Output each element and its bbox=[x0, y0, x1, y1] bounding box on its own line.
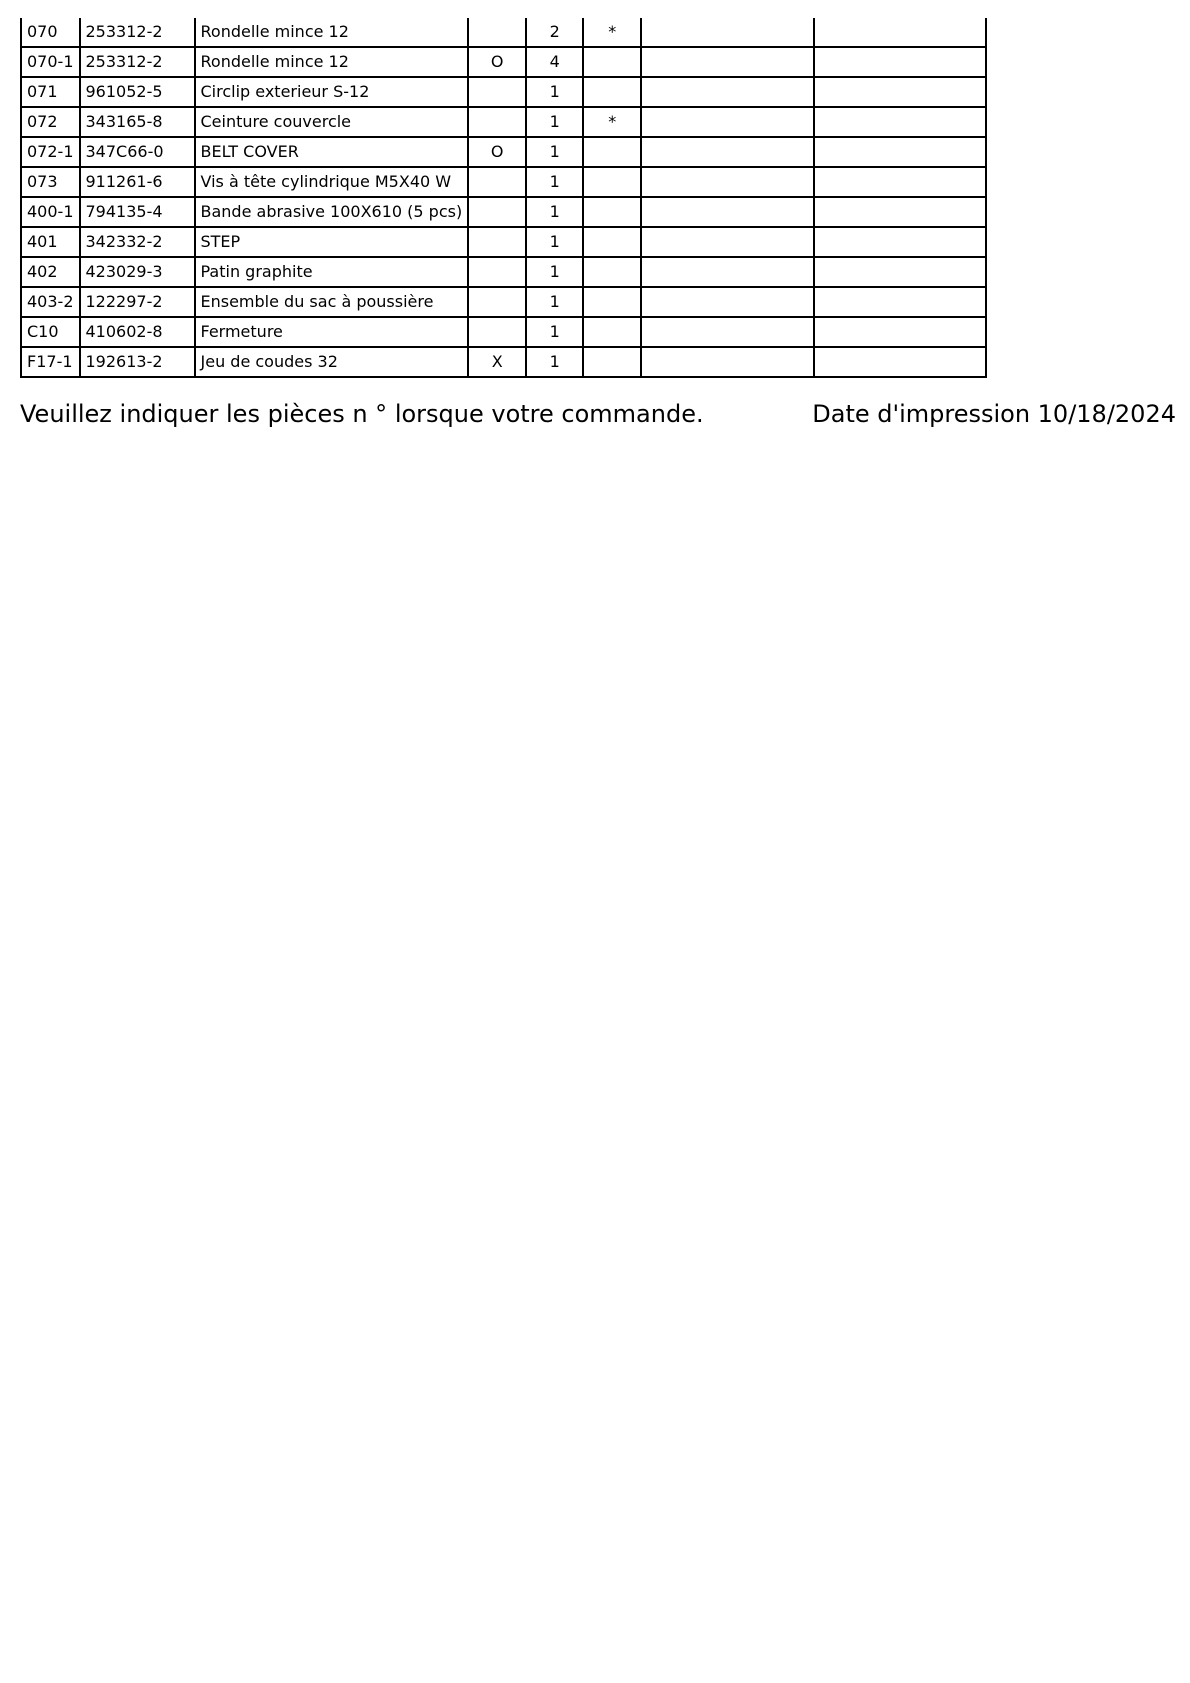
cell-description: Bande abrasive 100X610 (5 pcs) bbox=[195, 197, 469, 227]
cell-part-number: 343165-8 bbox=[80, 107, 195, 137]
cell-item-number: 401 bbox=[21, 227, 80, 257]
cell-item-number: 072-1 bbox=[21, 137, 80, 167]
table-row bbox=[21, 197, 986, 227]
cell-blank-1 bbox=[641, 47, 814, 77]
cell-part-number: 347C66-0 bbox=[80, 137, 195, 167]
cell-note-mark bbox=[583, 77, 641, 107]
cell-blank-2 bbox=[814, 347, 986, 377]
cell-option bbox=[468, 167, 526, 197]
cell-part-number: 253312-2 bbox=[80, 18, 195, 47]
cell-quantity: 4 bbox=[526, 47, 583, 77]
cell-part-number: 122297-2 bbox=[80, 287, 195, 317]
cell-blank-1 bbox=[641, 347, 814, 377]
cell-part-number: 423029-3 bbox=[80, 257, 195, 287]
table-row bbox=[21, 77, 986, 107]
cell-note-mark bbox=[583, 227, 641, 257]
table-row bbox=[21, 47, 986, 77]
cell-note-mark bbox=[583, 47, 641, 77]
cell-item-number: 400-1 bbox=[21, 197, 80, 227]
cell-blank-1 bbox=[641, 18, 814, 47]
cell-description: Fermeture bbox=[195, 317, 469, 347]
cell-description: BELT COVER bbox=[195, 137, 469, 167]
cell-item-number: C10 bbox=[21, 317, 80, 347]
cell-quantity: 1 bbox=[526, 257, 583, 287]
cell-part-number: 342332-2 bbox=[80, 227, 195, 257]
cell-part-number: 410602-8 bbox=[80, 317, 195, 347]
cell-part-number: 192613-2 bbox=[80, 347, 195, 377]
cell-option: O bbox=[468, 47, 526, 77]
cell-blank-2 bbox=[814, 107, 986, 137]
cell-description: Circlip exterieur S-12 bbox=[195, 77, 469, 107]
parts-table bbox=[20, 18, 987, 378]
cell-quantity: 1 bbox=[526, 347, 583, 377]
cell-note-mark bbox=[583, 287, 641, 317]
cell-note-mark bbox=[583, 257, 641, 287]
cell-description: STEP bbox=[195, 227, 469, 257]
order-instruction-note: Veuillez indiquer les pièces n ° lorsque votre commande. bbox=[20, 400, 704, 428]
cell-description: Ceinture couvercle bbox=[195, 107, 469, 137]
table-row bbox=[21, 347, 986, 377]
cell-description: Patin graphite bbox=[195, 257, 469, 287]
cell-blank-1 bbox=[641, 317, 814, 347]
cell-blank-1 bbox=[641, 137, 814, 167]
cell-part-number: 794135-4 bbox=[80, 197, 195, 227]
table-row bbox=[21, 257, 986, 287]
cell-item-number: 403-2 bbox=[21, 287, 80, 317]
cell-note-mark: * bbox=[583, 18, 641, 47]
parts-table-body bbox=[21, 18, 986, 377]
cell-blank-2 bbox=[814, 167, 986, 197]
print-date: Date d'impression 10/18/2024 bbox=[812, 400, 1176, 428]
cell-blank-2 bbox=[814, 137, 986, 167]
cell-blank-1 bbox=[641, 257, 814, 287]
cell-description: Jeu de coudes 32 bbox=[195, 347, 469, 377]
cell-option bbox=[468, 77, 526, 107]
cell-blank-2 bbox=[814, 257, 986, 287]
cell-blank-2 bbox=[814, 287, 986, 317]
cell-blank-2 bbox=[814, 227, 986, 257]
cell-item-number: 071 bbox=[21, 77, 80, 107]
cell-quantity: 1 bbox=[526, 167, 583, 197]
cell-note-mark bbox=[583, 197, 641, 227]
cell-quantity: 1 bbox=[526, 197, 583, 227]
cell-blank-1 bbox=[641, 77, 814, 107]
cell-blank-1 bbox=[641, 167, 814, 197]
cell-item-number: 073 bbox=[21, 167, 80, 197]
cell-blank-2 bbox=[814, 47, 986, 77]
cell-blank-1 bbox=[641, 227, 814, 257]
cell-blank-2 bbox=[814, 18, 986, 47]
table-row bbox=[21, 18, 986, 47]
cell-option: X bbox=[468, 347, 526, 377]
cell-item-number: 402 bbox=[21, 257, 80, 287]
cell-option: O bbox=[468, 137, 526, 167]
cell-blank-2 bbox=[814, 197, 986, 227]
cell-note-mark bbox=[583, 317, 641, 347]
table-row bbox=[21, 107, 986, 137]
cell-quantity: 1 bbox=[526, 317, 583, 347]
cell-item-number: 070 bbox=[21, 18, 80, 47]
cell-item-number: 072 bbox=[21, 107, 80, 137]
cell-note-mark: * bbox=[583, 107, 641, 137]
cell-item-number: 070-1 bbox=[21, 47, 80, 77]
cell-quantity: 2 bbox=[526, 18, 583, 47]
cell-quantity: 1 bbox=[526, 137, 583, 167]
cell-blank-1 bbox=[641, 197, 814, 227]
cell-option bbox=[468, 257, 526, 287]
cell-blank-1 bbox=[641, 107, 814, 137]
cell-note-mark bbox=[583, 137, 641, 167]
cell-quantity: 1 bbox=[526, 107, 583, 137]
cell-option bbox=[468, 18, 526, 47]
cell-part-number: 253312-2 bbox=[80, 47, 195, 77]
cell-note-mark bbox=[583, 167, 641, 197]
cell-quantity: 1 bbox=[526, 287, 583, 317]
cell-option bbox=[468, 227, 526, 257]
cell-part-number: 911261-6 bbox=[80, 167, 195, 197]
cell-note-mark bbox=[583, 347, 641, 377]
cell-blank-2 bbox=[814, 317, 986, 347]
cell-item-number: F17-1 bbox=[21, 347, 80, 377]
cell-description: Ensemble du sac à poussière bbox=[195, 287, 469, 317]
cell-quantity: 1 bbox=[526, 227, 583, 257]
cell-option bbox=[468, 287, 526, 317]
cell-description: Rondelle mince 12 bbox=[195, 47, 469, 77]
cell-part-number: 961052-5 bbox=[80, 77, 195, 107]
table-row bbox=[21, 317, 986, 347]
cell-description: Vis à tête cylindrique M5X40 W bbox=[195, 167, 469, 197]
table-row bbox=[21, 167, 986, 197]
table-row bbox=[21, 287, 986, 317]
cell-description: Rondelle mince 12 bbox=[195, 18, 469, 47]
cell-blank-2 bbox=[814, 77, 986, 107]
cell-blank-1 bbox=[641, 287, 814, 317]
table-row bbox=[21, 137, 986, 167]
cell-quantity: 1 bbox=[526, 77, 583, 107]
cell-option bbox=[468, 107, 526, 137]
cell-option bbox=[468, 197, 526, 227]
table-row bbox=[21, 227, 986, 257]
cell-option bbox=[468, 317, 526, 347]
